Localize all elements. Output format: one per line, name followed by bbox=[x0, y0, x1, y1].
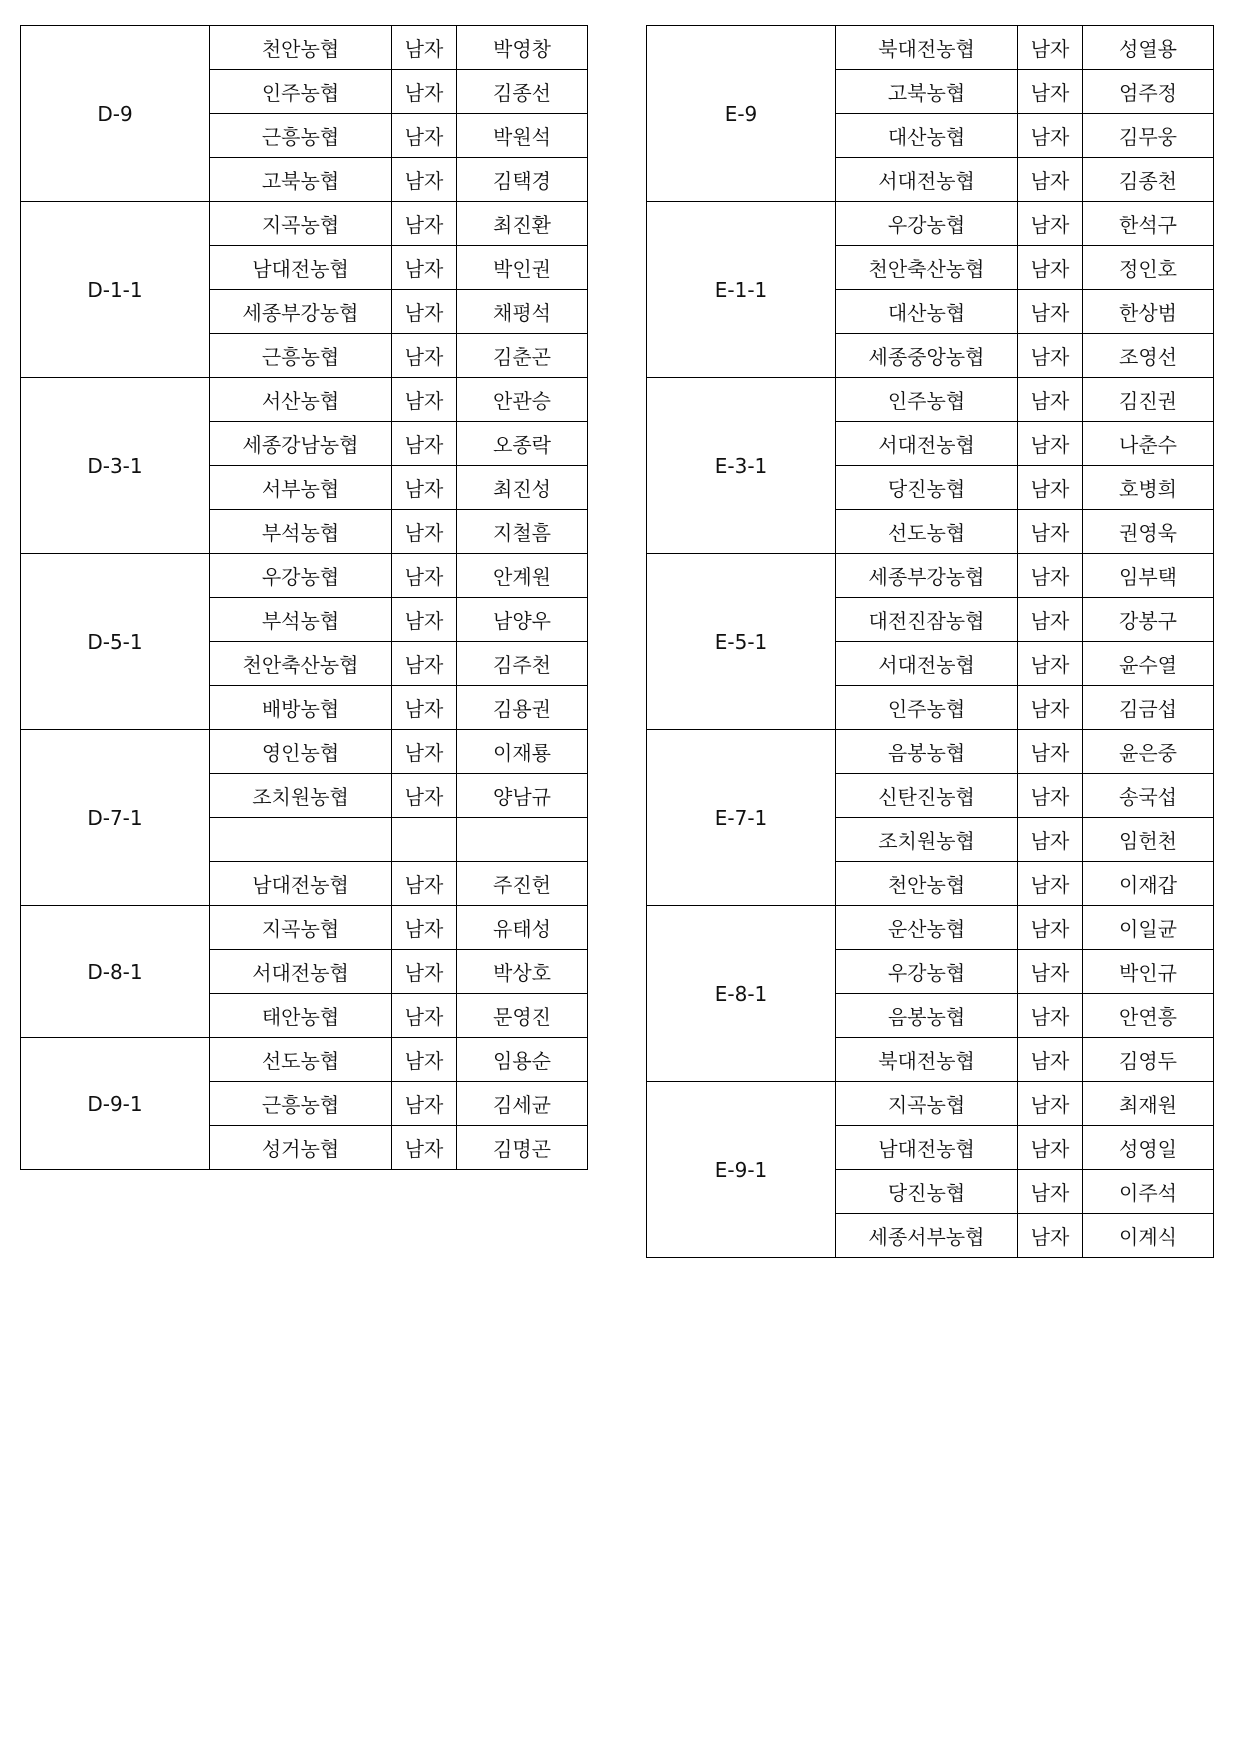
group-label: D-8-1 bbox=[21, 906, 210, 1038]
name-cell: 한석구 bbox=[1083, 202, 1214, 246]
gender-cell: 남자 bbox=[392, 642, 457, 686]
club-cell: 영인농협 bbox=[210, 730, 392, 774]
gender-cell: 남자 bbox=[1018, 202, 1083, 246]
name-cell: 이주석 bbox=[1083, 1170, 1214, 1214]
gender-cell: 남자 bbox=[1018, 554, 1083, 598]
name-cell: 채평석 bbox=[457, 290, 588, 334]
name-cell: 조영선 bbox=[1083, 334, 1214, 378]
name-cell: 김금섭 bbox=[1083, 686, 1214, 730]
gender-cell: 남자 bbox=[1018, 422, 1083, 466]
club-cell: 세종서부농협 bbox=[836, 1214, 1018, 1258]
gender-cell: 남자 bbox=[392, 686, 457, 730]
name-cell: 김종선 bbox=[457, 70, 588, 114]
name-cell: 이재룡 bbox=[457, 730, 588, 774]
club-cell: 음봉농협 bbox=[836, 994, 1018, 1038]
name-cell: 김용권 bbox=[457, 686, 588, 730]
table-row bbox=[21, 378, 588, 422]
name-cell bbox=[457, 818, 588, 862]
roster-body bbox=[21, 26, 588, 1170]
group-label: D-9-1 bbox=[21, 1038, 210, 1170]
club-cell: 세종강남농협 bbox=[210, 422, 392, 466]
gender-cell: 남자 bbox=[392, 906, 457, 950]
name-cell: 안관승 bbox=[457, 378, 588, 422]
gender-cell: 남자 bbox=[1018, 378, 1083, 422]
name-cell: 오종락 bbox=[457, 422, 588, 466]
name-cell: 송국섭 bbox=[1083, 774, 1214, 818]
club-cell: 세종부강농협 bbox=[836, 554, 1018, 598]
gender-cell: 남자 bbox=[1018, 950, 1083, 994]
name-cell: 안계원 bbox=[457, 554, 588, 598]
name-cell: 박상호 bbox=[457, 950, 588, 994]
club-cell: 선도농협 bbox=[836, 510, 1018, 554]
name-cell: 김춘곤 bbox=[457, 334, 588, 378]
club-cell: 우강농협 bbox=[210, 554, 392, 598]
table-row bbox=[21, 1038, 588, 1082]
gender-cell: 남자 bbox=[392, 554, 457, 598]
name-cell: 이재갑 bbox=[1083, 862, 1214, 906]
gender-cell: 남자 bbox=[392, 202, 457, 246]
club-cell: 북대전농협 bbox=[836, 26, 1018, 70]
gender-cell: 남자 bbox=[392, 334, 457, 378]
club-cell: 천안축산농협 bbox=[836, 246, 1018, 290]
club-cell: 근흥농협 bbox=[210, 114, 392, 158]
club-cell: 부석농협 bbox=[210, 510, 392, 554]
group-label: D-3-1 bbox=[21, 378, 210, 554]
club-cell: 우강농협 bbox=[836, 202, 1018, 246]
name-cell: 지철흠 bbox=[457, 510, 588, 554]
table-row bbox=[21, 730, 588, 774]
club-cell: 대산농협 bbox=[836, 114, 1018, 158]
gender-cell: 남자 bbox=[1018, 70, 1083, 114]
gender-cell: 남자 bbox=[392, 774, 457, 818]
group-label: E-7-1 bbox=[647, 730, 836, 906]
gender-cell: 남자 bbox=[392, 158, 457, 202]
roster-table-left bbox=[20, 25, 588, 1170]
name-cell: 윤수열 bbox=[1083, 642, 1214, 686]
group-label: E-5-1 bbox=[647, 554, 836, 730]
table-row bbox=[21, 26, 588, 70]
name-cell: 김진권 bbox=[1083, 378, 1214, 422]
gender-cell: 남자 bbox=[392, 246, 457, 290]
name-cell: 남양우 bbox=[457, 598, 588, 642]
name-cell: 김종천 bbox=[1083, 158, 1214, 202]
name-cell: 나춘수 bbox=[1083, 422, 1214, 466]
club-cell: 조치원농협 bbox=[836, 818, 1018, 862]
gender-cell: 남자 bbox=[392, 862, 457, 906]
gender-cell: 남자 bbox=[392, 378, 457, 422]
club-cell: 배방농협 bbox=[210, 686, 392, 730]
club-cell: 지곡농협 bbox=[836, 1082, 1018, 1126]
gender-cell: 남자 bbox=[1018, 994, 1083, 1038]
club-cell: 인주농협 bbox=[836, 686, 1018, 730]
gender-cell: 남자 bbox=[1018, 114, 1083, 158]
club-cell: 서대전농협 bbox=[836, 158, 1018, 202]
club-cell: 서대전농협 bbox=[836, 642, 1018, 686]
gender-cell: 남자 bbox=[392, 1038, 457, 1082]
name-cell: 성영일 bbox=[1083, 1126, 1214, 1170]
name-cell: 임용순 bbox=[457, 1038, 588, 1082]
club-cell: 부석농협 bbox=[210, 598, 392, 642]
name-cell: 이일균 bbox=[1083, 906, 1214, 950]
club-cell: 근흥농협 bbox=[210, 1082, 392, 1126]
club-cell: 남대전농협 bbox=[210, 246, 392, 290]
name-cell: 임부택 bbox=[1083, 554, 1214, 598]
group-label: E-1-1 bbox=[647, 202, 836, 378]
club-cell: 근흥농협 bbox=[210, 334, 392, 378]
gender-cell: 남자 bbox=[392, 510, 457, 554]
club-cell: 성거농협 bbox=[210, 1126, 392, 1170]
name-cell: 윤은중 bbox=[1083, 730, 1214, 774]
group-label: E-9-1 bbox=[647, 1082, 836, 1258]
gender-cell: 남자 bbox=[392, 114, 457, 158]
group-label: E-9 bbox=[647, 26, 836, 202]
table-row bbox=[21, 202, 588, 246]
table-row bbox=[647, 202, 1214, 246]
club-cell: 지곡농협 bbox=[210, 906, 392, 950]
club-cell: 서산농협 bbox=[210, 378, 392, 422]
name-cell: 권영욱 bbox=[1083, 510, 1214, 554]
gender-cell: 남자 bbox=[392, 598, 457, 642]
club-cell: 서부농협 bbox=[210, 466, 392, 510]
club-cell: 지곡농협 bbox=[210, 202, 392, 246]
gender-cell: 남자 bbox=[1018, 158, 1083, 202]
club-cell: 천안축산농협 bbox=[210, 642, 392, 686]
gender-cell: 남자 bbox=[1018, 334, 1083, 378]
name-cell: 김무웅 bbox=[1083, 114, 1214, 158]
name-cell: 김영두 bbox=[1083, 1038, 1214, 1082]
name-cell: 최진환 bbox=[457, 202, 588, 246]
gender-cell: 남자 bbox=[1018, 466, 1083, 510]
gender-cell: 남자 bbox=[1018, 642, 1083, 686]
name-cell: 정인호 bbox=[1083, 246, 1214, 290]
name-cell: 강봉구 bbox=[1083, 598, 1214, 642]
club-cell: 당진농협 bbox=[836, 466, 1018, 510]
club-cell: 천안농협 bbox=[836, 862, 1018, 906]
name-cell: 주진헌 bbox=[457, 862, 588, 906]
gender-cell: 남자 bbox=[392, 950, 457, 994]
gender-cell: 남자 bbox=[1018, 862, 1083, 906]
name-cell: 양남규 bbox=[457, 774, 588, 818]
club-cell: 남대전농협 bbox=[210, 862, 392, 906]
name-cell: 임헌천 bbox=[1083, 818, 1214, 862]
table-row bbox=[647, 554, 1214, 598]
name-cell: 유태성 bbox=[457, 906, 588, 950]
club-cell: 태안농협 bbox=[210, 994, 392, 1038]
group-label: D-5-1 bbox=[21, 554, 210, 730]
gender-cell: 남자 bbox=[392, 1082, 457, 1126]
club-cell: 북대전농협 bbox=[836, 1038, 1018, 1082]
club-cell: 인주농협 bbox=[836, 378, 1018, 422]
gender-cell: 남자 bbox=[1018, 730, 1083, 774]
gender-cell: 남자 bbox=[1018, 1214, 1083, 1258]
club-cell: 천안농협 bbox=[210, 26, 392, 70]
club-cell: 우강농협 bbox=[836, 950, 1018, 994]
name-cell: 김택경 bbox=[457, 158, 588, 202]
name-cell: 문영진 bbox=[457, 994, 588, 1038]
roster-table-right bbox=[646, 25, 1214, 1258]
gender-cell: 남자 bbox=[1018, 290, 1083, 334]
name-cell: 김세균 bbox=[457, 1082, 588, 1126]
gender-cell: 남자 bbox=[392, 290, 457, 334]
name-cell: 박인권 bbox=[457, 246, 588, 290]
table-row bbox=[647, 730, 1214, 774]
club-cell: 대전진잠농협 bbox=[836, 598, 1018, 642]
gender-cell: 남자 bbox=[1018, 246, 1083, 290]
gender-cell: 남자 bbox=[1018, 598, 1083, 642]
club-cell: 세종중앙농협 bbox=[836, 334, 1018, 378]
gender-cell: 남자 bbox=[392, 422, 457, 466]
club-cell: 남대전농협 bbox=[836, 1126, 1018, 1170]
name-cell: 박원석 bbox=[457, 114, 588, 158]
club-cell: 당진농협 bbox=[836, 1170, 1018, 1214]
name-cell: 호병희 bbox=[1083, 466, 1214, 510]
table-row bbox=[21, 906, 588, 950]
gender-cell: 남자 bbox=[1018, 1126, 1083, 1170]
club-cell: 고북농협 bbox=[836, 70, 1018, 114]
gender-cell: 남자 bbox=[392, 466, 457, 510]
club-cell: 신탄진농협 bbox=[836, 774, 1018, 818]
name-cell: 최진성 bbox=[457, 466, 588, 510]
club-cell: 인주농협 bbox=[210, 70, 392, 114]
name-cell: 엄주정 bbox=[1083, 70, 1214, 114]
group-label: E-3-1 bbox=[647, 378, 836, 554]
club-cell bbox=[210, 818, 392, 862]
gender-cell: 남자 bbox=[392, 26, 457, 70]
table-row bbox=[647, 378, 1214, 422]
club-cell: 서대전농협 bbox=[210, 950, 392, 994]
club-cell: 세종부강농협 bbox=[210, 290, 392, 334]
table-row bbox=[647, 26, 1214, 70]
gender-cell: 남자 bbox=[1018, 906, 1083, 950]
table-row bbox=[21, 554, 588, 598]
gender-cell: 남자 bbox=[1018, 1170, 1083, 1214]
club-cell: 선도농협 bbox=[210, 1038, 392, 1082]
group-label: E-8-1 bbox=[647, 906, 836, 1082]
club-cell: 고북농협 bbox=[210, 158, 392, 202]
gender-cell: 남자 bbox=[392, 730, 457, 774]
name-cell: 성열용 bbox=[1083, 26, 1214, 70]
club-cell: 조치원농협 bbox=[210, 774, 392, 818]
table-row bbox=[647, 906, 1214, 950]
name-cell: 안연흥 bbox=[1083, 994, 1214, 1038]
gender-cell: 남자 bbox=[1018, 1082, 1083, 1126]
group-label: D-1-1 bbox=[21, 202, 210, 378]
gender-cell: 남자 bbox=[392, 70, 457, 114]
group-label: D-9 bbox=[21, 26, 210, 202]
table-row bbox=[647, 1082, 1214, 1126]
name-cell: 최재원 bbox=[1083, 1082, 1214, 1126]
name-cell: 김주천 bbox=[457, 642, 588, 686]
club-cell: 대산농협 bbox=[836, 290, 1018, 334]
gender-cell bbox=[392, 818, 457, 862]
name-cell: 이계식 bbox=[1083, 1214, 1214, 1258]
name-cell: 박영창 bbox=[457, 26, 588, 70]
name-cell: 박인규 bbox=[1083, 950, 1214, 994]
club-cell: 서대전농협 bbox=[836, 422, 1018, 466]
gender-cell: 남자 bbox=[392, 994, 457, 1038]
name-cell: 김명곤 bbox=[457, 1126, 588, 1170]
gender-cell: 남자 bbox=[1018, 686, 1083, 730]
gender-cell: 남자 bbox=[1018, 774, 1083, 818]
gender-cell: 남자 bbox=[392, 1126, 457, 1170]
name-cell: 한상범 bbox=[1083, 290, 1214, 334]
gender-cell: 남자 bbox=[1018, 510, 1083, 554]
gender-cell: 남자 bbox=[1018, 26, 1083, 70]
club-cell: 음봉농협 bbox=[836, 730, 1018, 774]
group-label: D-7-1 bbox=[21, 730, 210, 906]
gender-cell: 남자 bbox=[1018, 1038, 1083, 1082]
gender-cell: 남자 bbox=[1018, 818, 1083, 862]
roster-body bbox=[647, 26, 1214, 1258]
club-cell: 운산농협 bbox=[836, 906, 1018, 950]
